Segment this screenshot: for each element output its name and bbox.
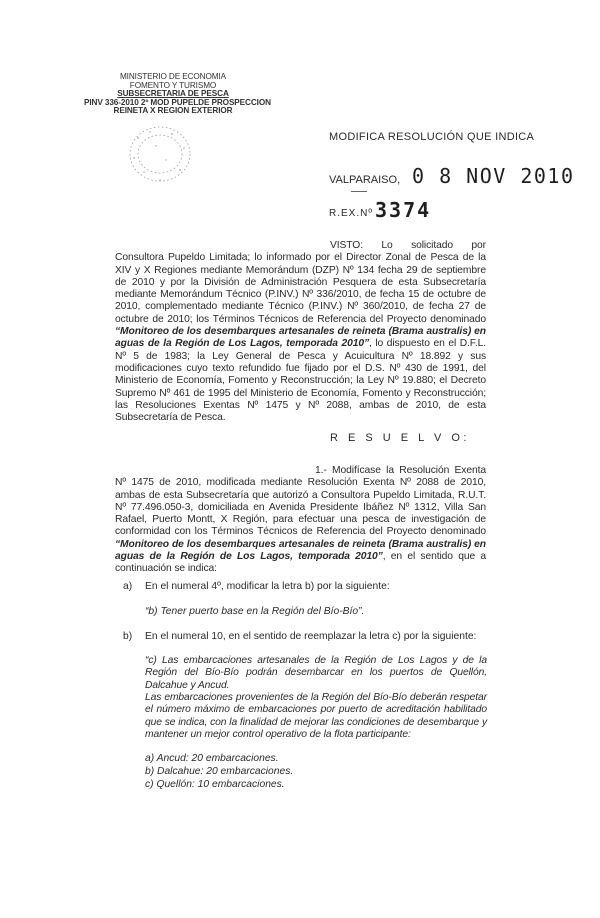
- point-1-paragraph: [115, 465, 486, 576]
- faded-seal-stamp-icon: [120, 120, 200, 190]
- point-1-text: 1.- Modifícase la Resolución Exenta Nº 1475 de 2010, modificada mediante Resolución Exenta Nº 2088 de 2010, ambas de esta Subsecretaría que autorizó a Consultora Pupeldo Limitada, R.U.T. Nº 77.496.050-3, domiciliada en Avenida Presidente Ibáñez Nº 1312, Villa San Rafael, Puerto Montt, X Región, para efectuar una pesca de investigación de conformidad con los Términos Técnicos de Referencia del Proyecto denominado: [115, 465, 486, 538]
- visto-paragraph: [115, 240, 486, 424]
- visto-text-continued: , lo dispuesto en el D.F.L. Nº 5 de 1983; la Ley General de Pesca y Acuicultura Nº 18.892 y sus modificaciones cuyo texto refundido fue fijado por el D.S. Nº 430 de 1991, del Ministerio de Economía, Fomento y Reconstrucción; la Ley Nº 19.880; el Decreto Supremo Nº 461 de 1995 del Ministerio de Economía, Fomento y Reconstrucción; las Resoluciones Exentas Nº 1475 y Nº 2088, ambas de 2010, de esta Subsecretaría de Pesca.: [115, 338, 487, 424]
- header-line-subsecretaria: SUBSECRETARIA DE PESCA: [117, 89, 229, 99]
- list-item-quellon: c) Quellón: 10 embarcaciones.: [145, 779, 285, 790]
- resolution-number-stamp: 3374: [375, 198, 432, 222]
- item-b-text: En el numeral 10, en el sentido de reemplazar la letra c) por la siguiente:: [145, 631, 477, 642]
- date-stamp: 0 8 NOV 2010: [412, 164, 575, 188]
- item-a-quote: “b) Tener puerto base en la Región del Bío-Bío”.: [145, 606, 365, 617]
- point-1-project-name: “Monitoreo de los desembarques artesanales de reineta (Brama australis) en aguas de la Región de Los Lagos, temporada 2010”: [115, 538, 486, 563]
- visto-lead: VISTO:: [330, 240, 363, 251]
- item-b-quote-c: “c) Las embarcaciones artesanales de la Región de Los Lagos y de la Región del Bío-Bío podrán desembarcar en los puertos de Quellón, Dalcahue y Ancud.: [145, 655, 487, 691]
- header-line-reference: PINV 336-2010 2º MOD PUPELDE PROSPECCION: [84, 97, 271, 107]
- header-line-fomento: FOMENTO Y TURISMO: [129, 80, 217, 90]
- visto-text: Lo solicitado por Consultora Pupeldo Limitada; lo informado por el Director Zonal de Pesca de la XIV y X Regiones mediante Memorándum (DZP) Nº 134 fecha 29 de septiembre de 2010 y por la División de Administración Pesquera de esta Subsecretaría mediante Memorándum Técnico (P.INV.) Nº 336/2010, de fecha 15 de octubre de 2010, complementado mediante Técnico (P.INV.) Nº 360/2010, de fecha 27 de octubre de 2010; los Términos Técnicos de Referencia del Proyecto denominado: [115, 240, 486, 325]
- header-line-ministry: MINISTERIO DE ECONOMIA: [119, 72, 227, 81]
- item-a-label: a): [123, 581, 133, 592]
- institution-header: [84, 72, 271, 116]
- document-title: MODIFICA RESOLUCIÓN QUE INDICA: [329, 131, 535, 143]
- item-b-label: b): [123, 631, 133, 642]
- handwritten-dash: [351, 191, 367, 192]
- item-a-text: En el numeral 4º, modificar la letra b) por la siguiente:: [145, 581, 390, 592]
- resolution-number-label: R.EX.Nº: [329, 208, 373, 219]
- header-line-region: REINETA X REGION EXTERIOR: [113, 106, 233, 116]
- visto-project-name: “Monitoreo de los desembarques artesanales de reineta (Brama australis) en aguas de la Región de Los Lagos, temporada 2010”: [115, 326, 486, 350]
- resuelvo-heading: R E S U E L V O:: [330, 432, 470, 444]
- place-label: VALPARAISO,: [329, 174, 401, 186]
- item-b-quote-vessels: Las embarcaciones provenientes de la Región del Bío-Bío deberán respetar el número máximo de embarcaciones por puerto de acreditación habilitado que se indica, con la finalidad de mejorar las condiciones de desembarque y mantener un mejor control operativo de la flota participante:: [145, 692, 487, 740]
- point-1-text-continued: , en el sentido que a continuación se indica:: [115, 551, 486, 575]
- list-item-ancud: a) Ancud: 20 embarcaciones.: [145, 753, 279, 764]
- list-item-dalcahue: b) Dalcahue: 20 embarcaciones.: [145, 766, 294, 777]
